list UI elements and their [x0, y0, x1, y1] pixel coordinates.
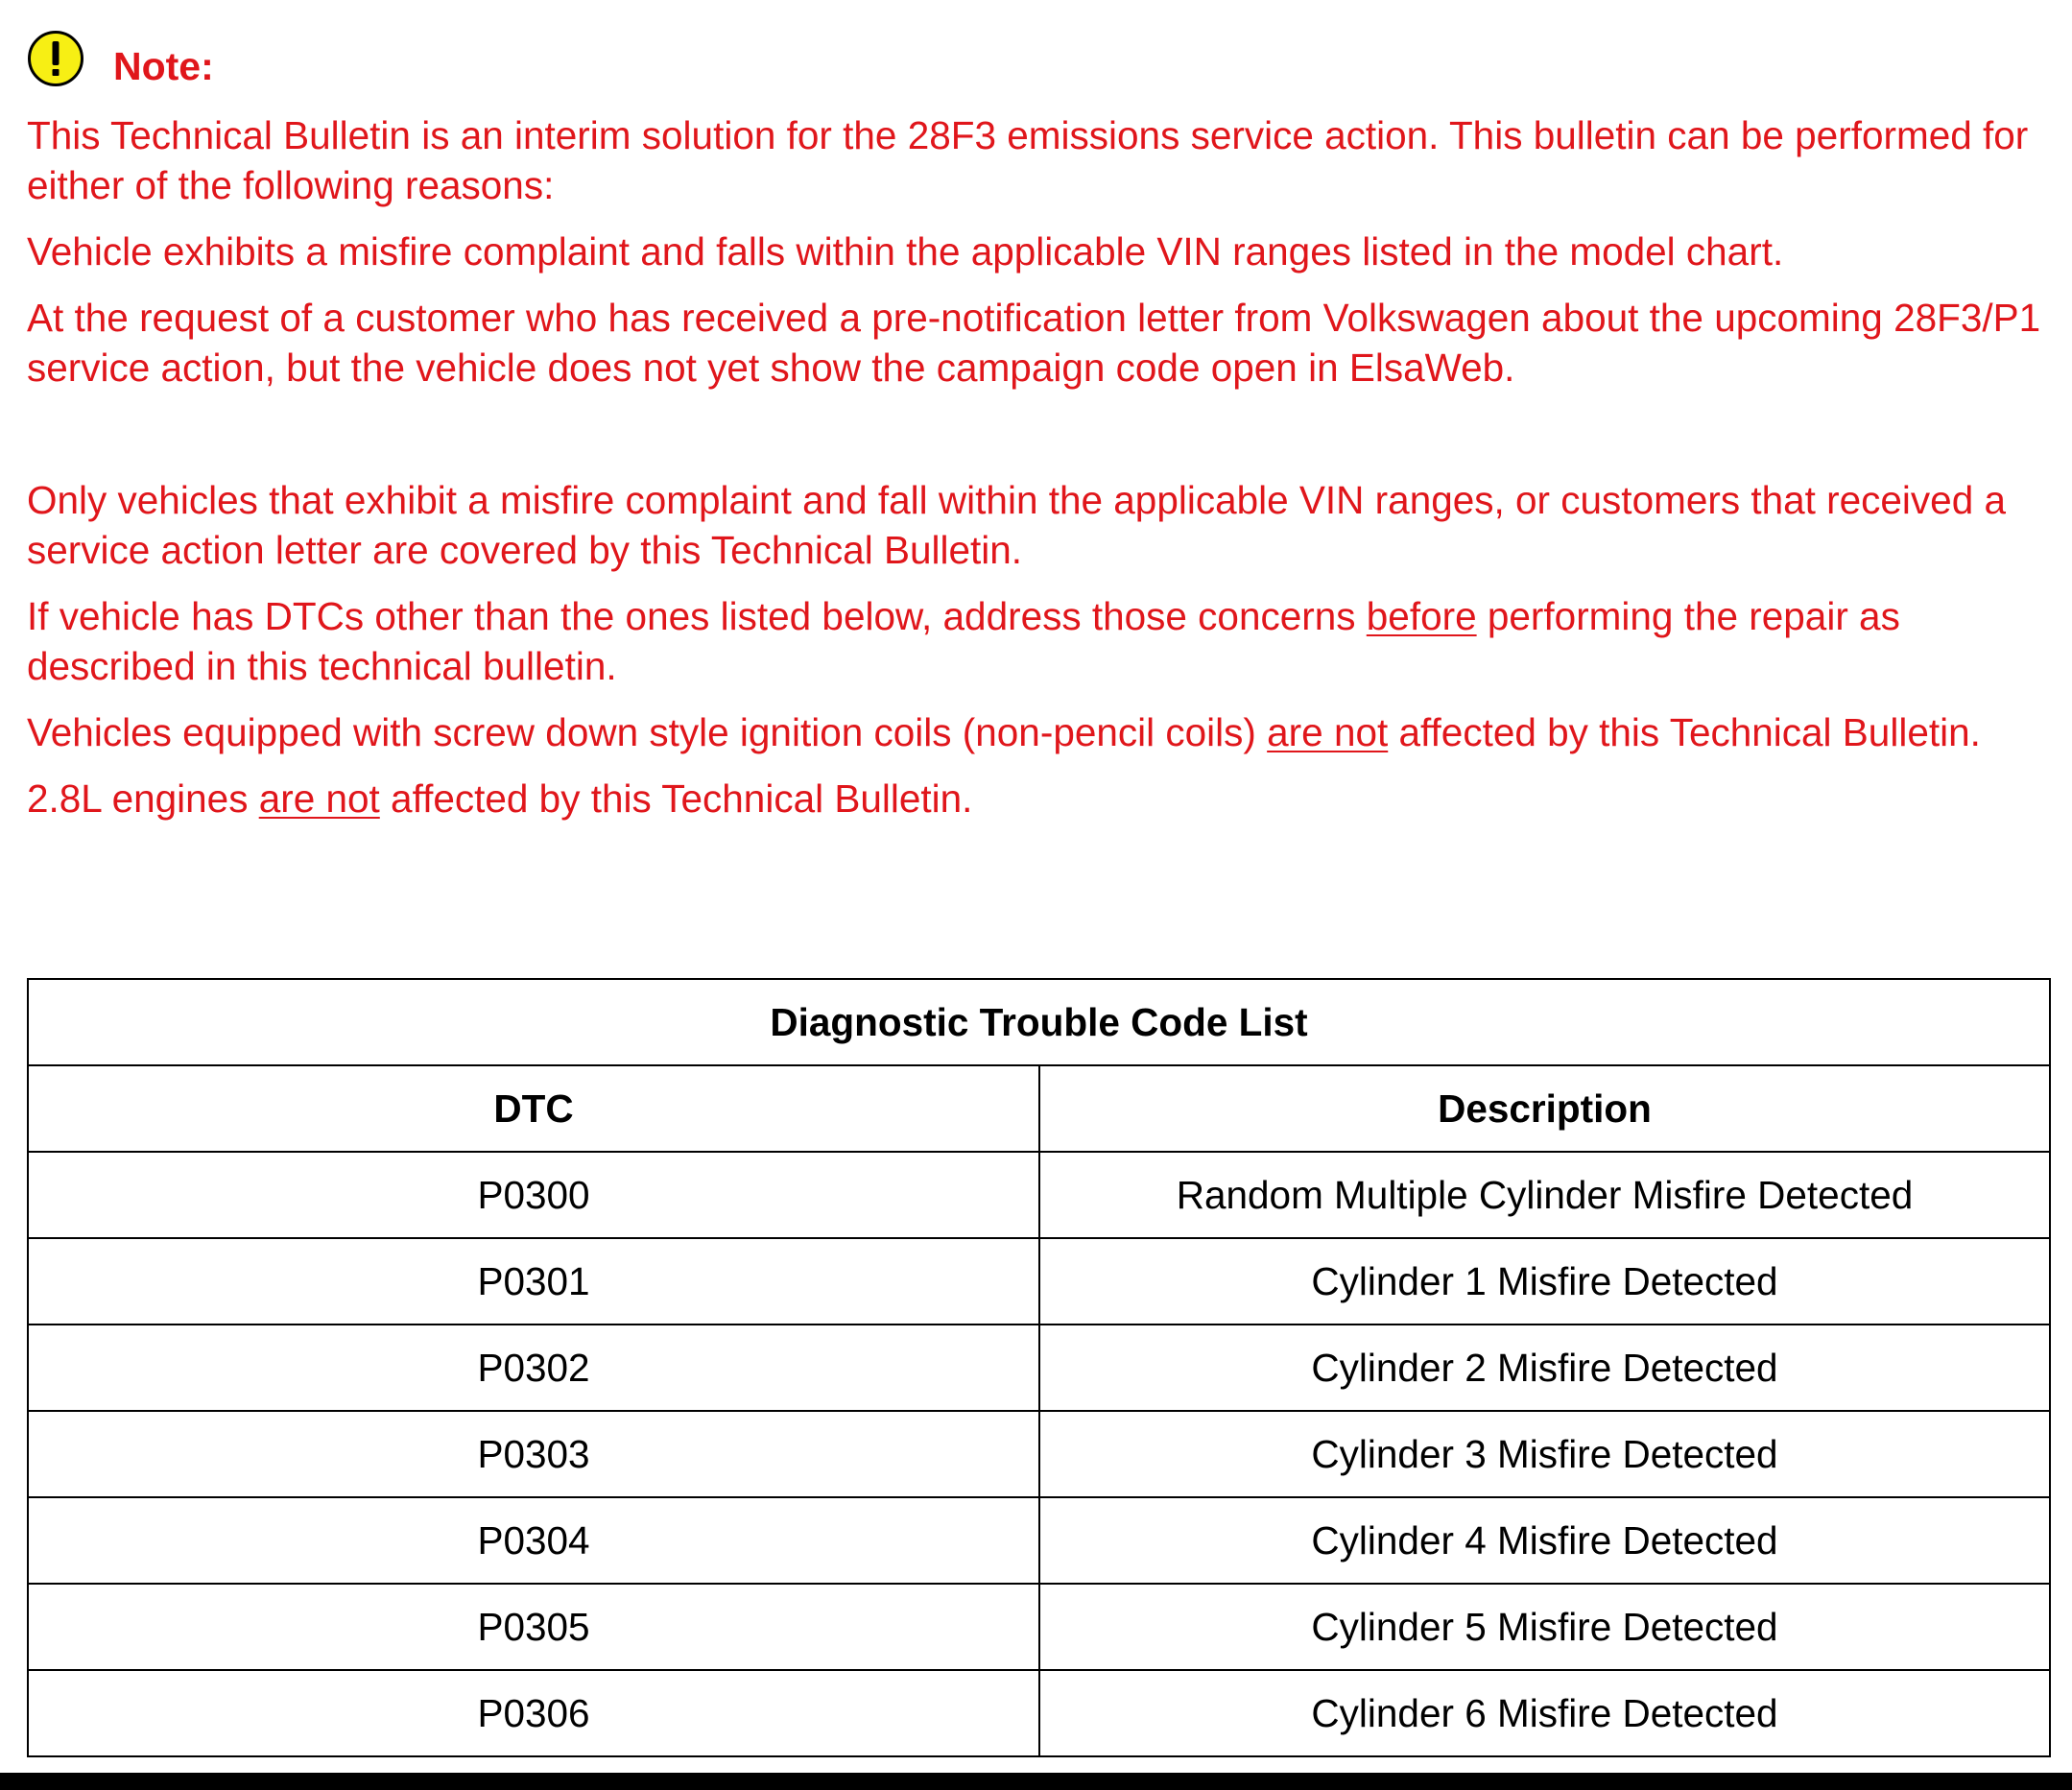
note-paragraph-other-dtcs [27, 591, 2052, 691]
dtc-description-cell: Cylinder 2 Misfire Detected [1039, 1325, 2050, 1411]
note-header [27, 27, 214, 90]
table-row [28, 1584, 2050, 1670]
dtc-table [27, 978, 2051, 1757]
column-header-description: Description [1039, 1065, 2050, 1152]
dtc-code-cell: P0300 [28, 1152, 1039, 1238]
table-header-row [28, 1065, 2050, 1152]
note-paragraph-interim-solution: This Technical Bulletin is an interim solution for the 28F3 emissions service action. This bulletin can be performed for either of the following reasons: [27, 113, 2029, 207]
dtc-description-cell: Cylinder 1 Misfire Detected [1039, 1238, 2050, 1325]
text-run: 2.8L engines [27, 776, 259, 821]
dtc-description-cell: Cylinder 6 Misfire Detected [1039, 1670, 2050, 1756]
dtc-code-cell: P0306 [28, 1670, 1039, 1756]
note-paragraph-2-8l-engines [27, 774, 2052, 823]
text-run: performing the repair as described in this technical bulletin. [27, 594, 1900, 688]
note-paragraph-coverage: Only vehicles that exhibit a misfire complaint and fall within the applicable VIN ranges, or customers that received a service action letter are covered by this Technical Bulletin. [27, 478, 2006, 572]
dtc-code-cell: P0301 [28, 1238, 1039, 1325]
table-row [28, 1670, 2050, 1756]
underlined-emphasis: are not [1267, 710, 1389, 754]
note-title: Note: [113, 43, 214, 88]
dtc-description-cell: Random Multiple Cylinder Misfire Detected [1039, 1152, 2050, 1238]
table-row [28, 1325, 2050, 1411]
text-run: If vehicle has DTCs other than the ones listed below, address those concerns [27, 594, 1367, 638]
note-paragraph-misfire-complaint: Vehicle exhibits a misfire complaint and falls within the applicable VIN ranges listed in the model chart. [27, 229, 1784, 274]
dtc-code-cell: P0304 [28, 1497, 1039, 1584]
dtc-code-cell: P0302 [28, 1325, 1039, 1411]
table-row [28, 1152, 2050, 1238]
note-body [27, 110, 2052, 823]
table-row [28, 1411, 2050, 1497]
text-run: affected by this Technical Bulletin. [1388, 710, 1981, 754]
warning-exclamation-icon [27, 30, 84, 87]
table-caption: Diagnostic Trouble Code List [28, 979, 2050, 1065]
note-paragraph-screw-down-coils [27, 707, 2052, 757]
table-row [28, 1497, 2050, 1584]
dtc-code-cell: P0303 [28, 1411, 1039, 1497]
column-header-dtc: DTC [28, 1065, 1039, 1152]
dtc-code-cell: P0305 [28, 1584, 1039, 1670]
underlined-emphasis: are not [258, 776, 380, 821]
dtc-description-cell: Cylinder 3 Misfire Detected [1039, 1411, 2050, 1497]
page-bottom-rule [0, 1773, 2072, 1790]
dtc-description-cell: Cylinder 4 Misfire Detected [1039, 1497, 2050, 1584]
dtc-description-cell: Cylinder 5 Misfire Detected [1039, 1584, 2050, 1670]
underlined-emphasis: before [1366, 594, 1477, 638]
text-run: affected by this Technical Bulletin. [379, 776, 973, 821]
note-paragraph-customer-request: At the request of a customer who has received a pre-notification letter from Volkswagen about the upcoming 28F3/P1 service action, but the vehicle does not yet show the campaign code open in ElsaWeb. [27, 296, 2041, 390]
table-caption-row [28, 979, 2050, 1065]
text-run: Vehicles equipped with screw down style ignition coils (non-pencil coils) [27, 710, 1268, 754]
table-row [28, 1238, 2050, 1325]
